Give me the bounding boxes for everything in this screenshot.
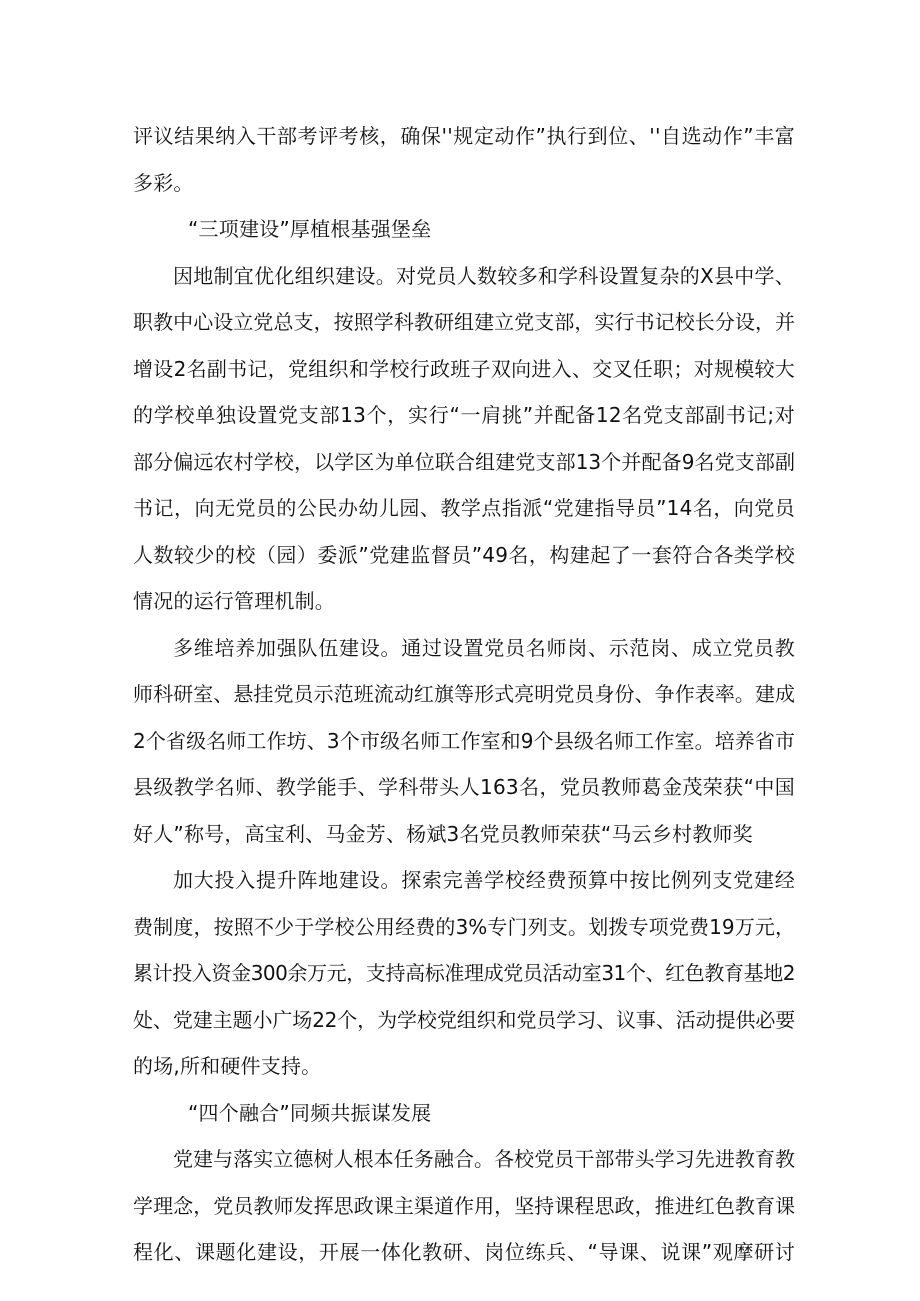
paragraph-evaluation-continued — [133, 113, 795, 206]
text-line: 多彩。 — [133, 170, 194, 195]
text-line: 费制度，按照不少于学校公用经费的3%专门列支。划拨专项党费19万元， — [133, 914, 795, 939]
section-heading-text: “四个融合”同频共振谋发展 — [188, 1100, 432, 1125]
section-heading-four-integrations — [133, 1090, 795, 1137]
text-line: 增设2名副书记，党组织和学校行政班子双向进入、交叉任职；对规模较大 — [133, 356, 795, 381]
text-line: 2个省级名师工作坊、3个市级名师工作室和9个县级名师工作室。培养省市 — [133, 728, 795, 753]
paragraph-team-building — [133, 625, 795, 858]
paragraph-position-building — [133, 857, 795, 1090]
text-line: 人数较少的校（园）委派”党建监督员”49名，构建起了一套符合各类学校 — [133, 542, 795, 567]
text-line: 县级教学名师、教学能手、学科带头人163名，党员教师葛金茂荣获“中国 — [133, 775, 795, 799]
paragraph-moral-education-integration — [133, 1136, 795, 1276]
text-line: 部分偏远农村学校，以学区为单位联合组建党支部13个并配备9名党支部副 — [133, 449, 795, 474]
text-line: 的场,所和硬件支持。 — [133, 1054, 322, 1078]
text-line: 好人”称号，高宝利、马金芳、杨斌3名党员教师荣获“马云乡村教师奖 — [133, 821, 753, 846]
text-line: 情况的运行管理机制。 — [133, 589, 335, 613]
paragraph-organization-building — [133, 253, 795, 625]
text-line: 评议结果纳入干部考评考核，确保''规定动作”执行到位、''自选动作”丰富 — [133, 124, 795, 148]
document-body — [133, 113, 795, 1276]
section-heading-text: “三项建设”厚植根基强堡垒 — [188, 217, 432, 241]
section-heading-three-constructions — [133, 206, 795, 253]
text-line: 处、党建主题小广场22个，为学校党组织和党员学习、议事、活动提供必要 — [133, 1007, 795, 1032]
text-line: 书记，向无党员的公民办幼儿园、教学点指派“党建指导员”14名，向党员 — [133, 496, 795, 520]
text-line: 学理念，党员教师发挥思政课主渠道作用，坚持课程思政，推进红色教育课 — [133, 1193, 795, 1218]
text-line: 职教中心设立党总支，按照学科教研组建立党支部，实行书记校长分设，并 — [133, 310, 795, 334]
text-line: 多维培养加强队伍建设。通过设置党员名师岗、示范岗、成立党员教 — [173, 635, 795, 660]
text-line: 因地制宜优化组织建设。对党员人数较多和学科设置复杂的X县中学、 — [173, 263, 795, 288]
text-line: 党建与落实立德树人根本任务融合。各校党员干部带头学习先进教育教 — [173, 1147, 795, 1171]
text-line: 师科研室、悬挂党员示范班流动红旗等形式亮明党员身份、争作表率。建成 — [133, 682, 795, 706]
text-line: 的学校单独设置党支部13个，实行“一肩挑”并配备12名党支部副书记;对 — [133, 403, 795, 427]
text-line: 加大投入提升阵地建设。探索完善学校经费预算中按比例列支党建经 — [173, 868, 795, 892]
text-line: 累计投入资金300余万元，支持高标准理成党员活动室31个、红色教育基地2 — [133, 961, 795, 985]
text-line: 程化、课题化建设，开展一体化教研、岗位练兵、“导课、说课”观摩研讨 — [133, 1240, 795, 1264]
